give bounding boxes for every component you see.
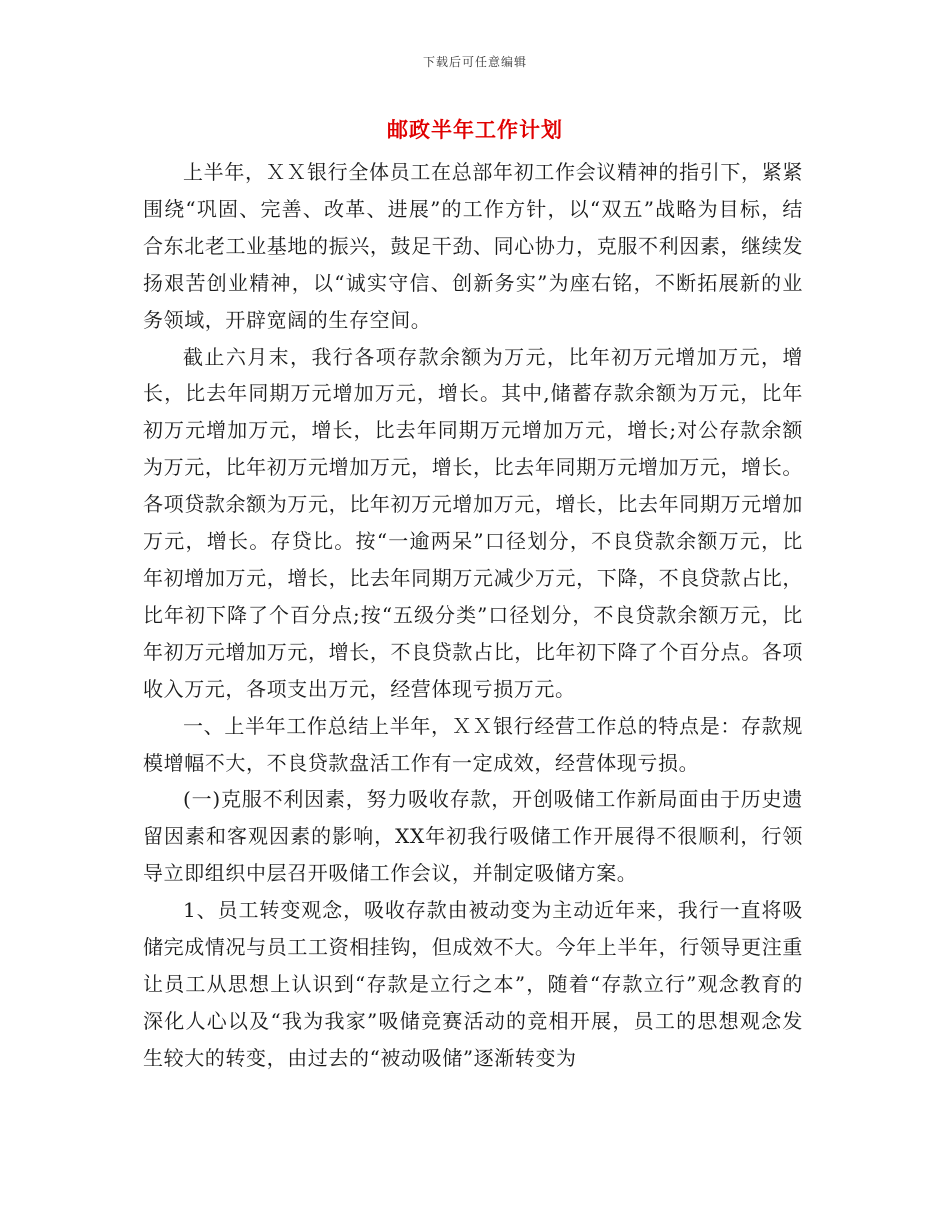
paragraph: 截止六月末，我行各项存款余额为万元，比年初万元增加万元，增长，比去年同期万元增加万元，增长。其中,储蓄存款余额为万元，比年初万元增加万元，增长，比去年同期万元增加万元，增长;对公存款余额为万元，比年初万元增加万元，增长，比去年同期万元增加万元，增长。各项贷款余额为万元，比年初万元增加万元，增长，比去年同期万元增加万元，增长。存贷比。按“一逾两呆”口径划分，不良贷款余额万元，比年初增加万元，增长，比去年同期万元减少万元，下降，不良贷款占比，比年初下降了个百分点;按“五级分类”口径划分，不良贷款余额万元，比年初万元增加万元，增长，不良贷款占比，比年初下降了个百分点。各项收入万元，各项支出万元，经营体现亏损万元。 xyxy=(143,344,803,701)
paragraph: 1、员工转变观念，吸收存款由被动变为主动近年来，我行一直将吸储完成情况与员工工资相挂钩，但成效不大。今年上半年，行领导更注重让员工从思想上认识到“存款是立行之本”，随着“存款立行”观念教育的深化人心以及“我为我家”吸储竞赛活动的竞相开展，员工的思想观念发生较大的转变，由过去的“被动吸储”逐渐转变为 xyxy=(143,898,803,1070)
document-title: 邮政半年工作计划 xyxy=(387,117,563,142)
header-note: 下载后可任意编辑 xyxy=(422,55,527,69)
paragraph: 上半年，ＸＸ银行全体员工在总部年初工作会议精神的指引下，紧紧围绕“巩固、完善、改革、进展”的工作方针，以“双五”战略为目标，结合东北老工业基地的振兴，鼓足干劲、同心协力，克服不利因素，继续发扬艰苦创业精神，以“诚实守信、创新务实”为座右铭，不断拓展新的业务领域，开辟宽阔的生存空间。 xyxy=(143,160,803,332)
document-body xyxy=(143,154,803,1077)
paragraph: 一、上半年工作总结上半年，ＸＸ银行经营工作总的特点是：存款规模增幅不大，不良贷款盘活工作有一定成效，经营体现亏损。 xyxy=(143,713,803,775)
paragraph: (一)克服不利因素，努力吸收存款，开创吸储工作新局面由于历史遗留因素和客观因素的影响，XX年初我行吸储工作开展得不很顺利，行领导立即组织中层召开吸储工作会议，并制定吸储方案。 xyxy=(143,787,803,886)
